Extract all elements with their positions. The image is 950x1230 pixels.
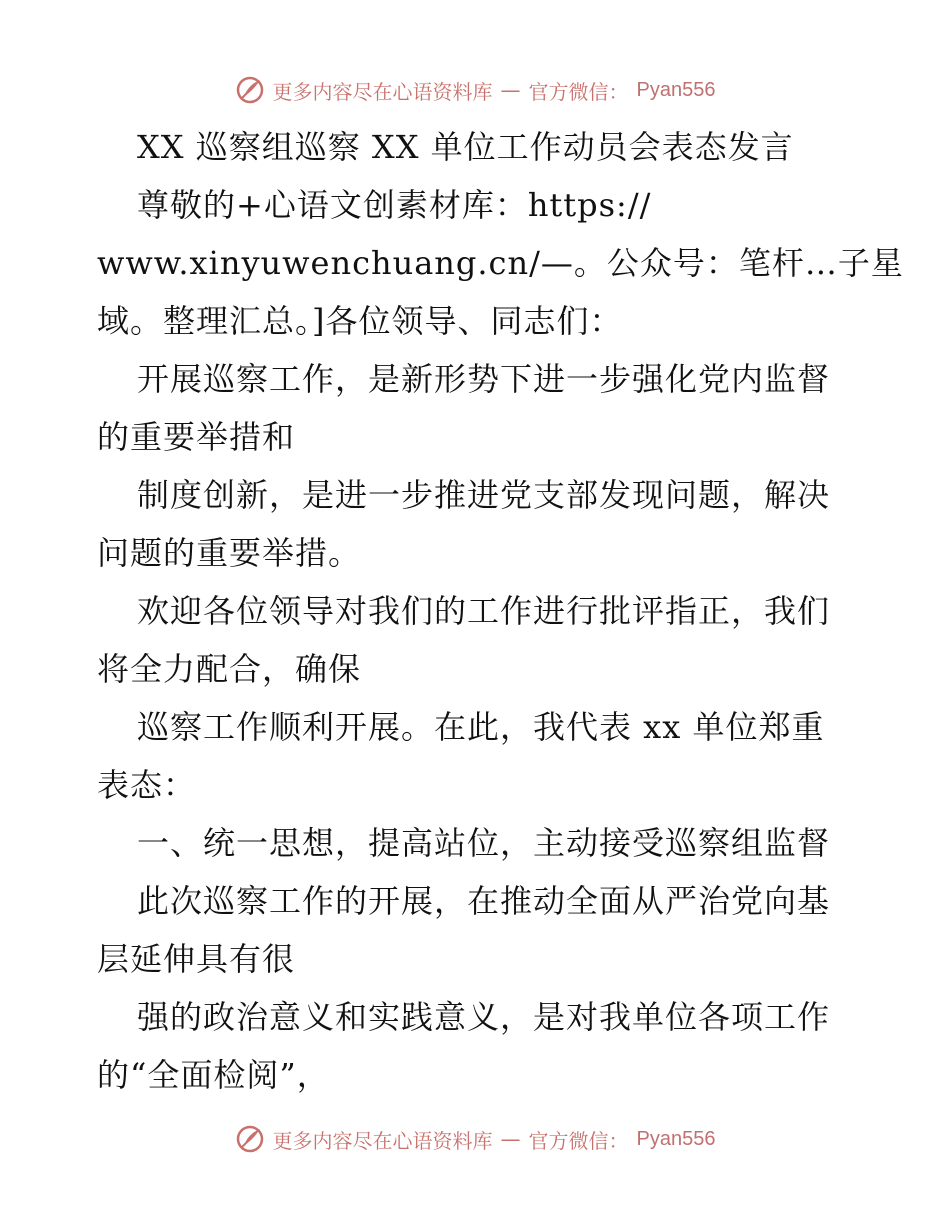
watermark-wechat-id: Pyan556 xyxy=(636,78,716,101)
paragraph-line: 强的政治意义和实践意义，是对我单位各项工作 xyxy=(137,998,831,1036)
watermark-wechat-label: 官方微信： xyxy=(528,1128,629,1153)
salutation-line-1: 尊敬的+心语文创素材库：https:// xyxy=(137,186,652,224)
paragraph-line: 巡察工作顺利开展。在此，我代表 xx 单位郑重 xyxy=(137,708,825,746)
watermark-wechat-label: 官方微信： xyxy=(528,79,629,104)
paragraph-line: 的“全面检阅”， xyxy=(97,1056,330,1094)
salutation-line-2: www.xinyuwenchuang.cn/—。公众号：笔杆…子星 xyxy=(97,244,904,282)
watermark-brand-text: 更多内容尽在心语资料库 xyxy=(272,79,493,104)
document-title: XX 巡察组巡察 XX 单位工作动员会表态发言 xyxy=(137,128,794,166)
paragraph-line: 的重要举措和 xyxy=(97,418,296,456)
header-watermark xyxy=(0,70,950,110)
paragraph-line: 层延伸具有很 xyxy=(97,940,296,978)
paragraph-line: 将全力配合，确保 xyxy=(97,650,362,688)
paragraph-line: 此次巡察工作的开展，在推动全面从严治党向基 xyxy=(137,882,831,920)
paragraph-line: 欢迎各位领导对我们的工作进行批评指正，我们 xyxy=(137,592,831,630)
feather-pen-icon xyxy=(235,1124,265,1154)
feather-pen-icon xyxy=(235,75,265,105)
watermark-separator: — xyxy=(500,78,521,102)
watermark-wechat-id: Pyan556 xyxy=(636,1127,716,1150)
watermark-separator: — xyxy=(500,1127,521,1151)
paragraph-line: 表态： xyxy=(97,766,197,804)
section-heading: 一、统一思想，提高站位，主动接受巡察组监督 xyxy=(137,824,831,862)
paragraph-line: 开展巡察工作，是新形势下进一步强化党内监督 xyxy=(137,360,831,398)
watermark-brand-text: 更多内容尽在心语资料库 xyxy=(272,1128,493,1153)
document-body xyxy=(97,118,904,1104)
paragraph-line: 制度创新，是进一步推进党支部发现问题，解决 xyxy=(137,476,831,514)
salutation-line-3: 域。整理汇总。]各位领导、同志们： xyxy=(97,302,623,340)
paragraph-line: 问题的重要举措。 xyxy=(97,534,362,572)
footer-watermark xyxy=(0,1119,950,1159)
